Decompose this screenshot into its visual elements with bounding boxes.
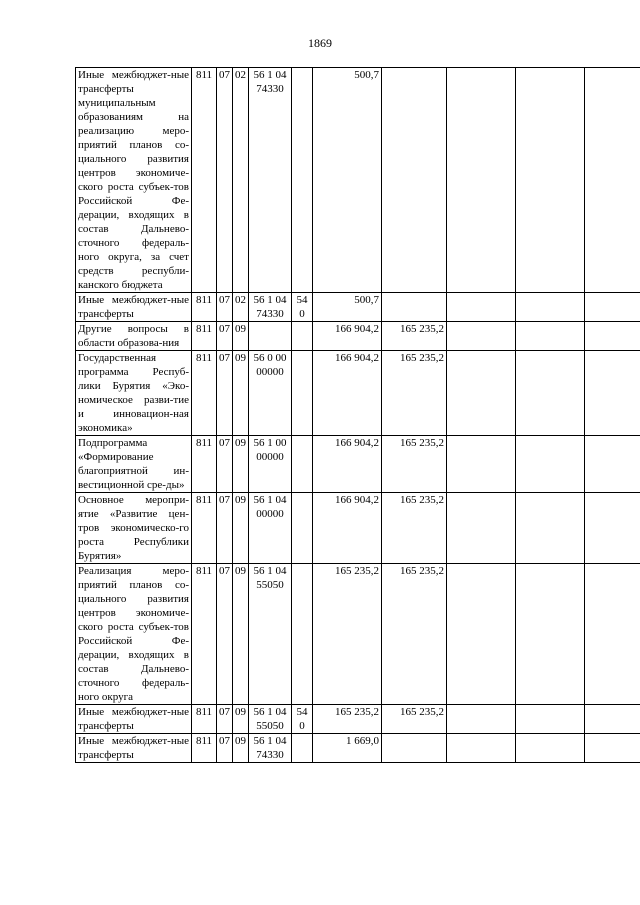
- row-name: Другие вопросы в области образова-ния: [76, 322, 192, 351]
- sum-3: [447, 564, 516, 705]
- sum-3: [447, 734, 516, 763]
- target-code: 56 1 04 74330: [249, 68, 292, 293]
- sum-5: [585, 293, 640, 322]
- section-code: 07: [217, 493, 233, 564]
- section-code: 07: [217, 351, 233, 436]
- ministry-code: 811: [192, 734, 217, 763]
- row-name: Иные межбюджет-ные трансферты муниципальным образованиям на реализацию меро-приятий планов со-циального развития центров экономиче-ского роста субъек-тов Российской Фе-дерации, входящих в состав Дальнево-сточного федераль-ного округа, за счет средств республи-канского бюджета: [76, 68, 192, 293]
- type-code: 540: [292, 293, 313, 322]
- sum-1: 166 904,2: [313, 322, 382, 351]
- sum-3: [447, 351, 516, 436]
- sum-4: [516, 68, 585, 293]
- sum-1: 1 669,0: [313, 734, 382, 763]
- subsection-code: 09: [233, 705, 249, 734]
- sum-5: [585, 351, 640, 436]
- sum-5: [585, 68, 640, 293]
- sum-3: [447, 493, 516, 564]
- sum-2: 165 235,2: [382, 351, 447, 436]
- subsection-code: 09: [233, 351, 249, 436]
- target-code: 56 1 04 55050: [249, 564, 292, 705]
- type-code: [292, 564, 313, 705]
- sum-1: 166 904,2: [313, 493, 382, 564]
- sum-3: [447, 436, 516, 493]
- target-code: 56 1 04 55050: [249, 705, 292, 734]
- type-code: [292, 734, 313, 763]
- row-name: Реализация меро-приятий планов со-циального развития центров экономиче-ского роста субъек-тов Российской Фе-дерации, входящих в состав Дальнево-сточного федераль-ного округа: [76, 564, 192, 705]
- section-code: 07: [217, 436, 233, 493]
- subsection-code: 02: [233, 68, 249, 293]
- table-row: [76, 351, 640, 436]
- sum-1: 165 235,2: [313, 705, 382, 734]
- sum-2: 165 235,2: [382, 705, 447, 734]
- ministry-code: 811: [192, 564, 217, 705]
- type-code: [292, 436, 313, 493]
- table-row: [76, 322, 640, 351]
- sum-3: [447, 322, 516, 351]
- ministry-code: 811: [192, 293, 217, 322]
- sum-4: [516, 705, 585, 734]
- table-row: [76, 293, 640, 322]
- target-code: 56 0 00 00000: [249, 351, 292, 436]
- row-name: Иные межбюджет-ные трансферты: [76, 734, 192, 763]
- page-number: 1869: [308, 36, 332, 50]
- table-row: [76, 734, 640, 763]
- target-code: [249, 322, 292, 351]
- type-code: [292, 322, 313, 351]
- subsection-code: 09: [233, 436, 249, 493]
- target-code: 56 1 04 74330: [249, 734, 292, 763]
- sum-2: 165 235,2: [382, 436, 447, 493]
- table-row: [76, 68, 640, 293]
- row-name: Основное меропри-ятие «Развитие цен-тров экономическо-го роста Республики Бурятия»: [76, 493, 192, 564]
- sum-4: [516, 436, 585, 493]
- section-code: 07: [217, 322, 233, 351]
- sum-3: [447, 293, 516, 322]
- section-code: 07: [217, 68, 233, 293]
- type-code: 540: [292, 705, 313, 734]
- sum-4: [516, 734, 585, 763]
- row-name: Подпрограмма «Формирование благоприятной ин-вестиционной сре-ды»: [76, 436, 192, 493]
- section-code: 07: [217, 705, 233, 734]
- sum-1: 165 235,2: [313, 564, 382, 705]
- ministry-code: 811: [192, 351, 217, 436]
- sum-4: [516, 293, 585, 322]
- sum-4: [516, 493, 585, 564]
- sum-4: [516, 351, 585, 436]
- sum-2: 165 235,2: [382, 322, 447, 351]
- row-name: Государственная программа Респуб-лики Бурятия «Эко-номическое разви-тие и инновацион-ная экономика»: [76, 351, 192, 436]
- ministry-code: 811: [192, 436, 217, 493]
- budget-table: [75, 67, 640, 763]
- sum-4: [516, 322, 585, 351]
- subsection-code: 09: [233, 322, 249, 351]
- ministry-code: 811: [192, 493, 217, 564]
- subsection-code: 02: [233, 293, 249, 322]
- ministry-code: 811: [192, 68, 217, 293]
- sum-4: [516, 564, 585, 705]
- sum-1: 500,7: [313, 68, 382, 293]
- sum-1: 166 904,2: [313, 436, 382, 493]
- section-code: 07: [217, 564, 233, 705]
- sum-2: [382, 68, 447, 293]
- type-code: [292, 68, 313, 293]
- sum-2: 165 235,2: [382, 564, 447, 705]
- section-code: 07: [217, 734, 233, 763]
- sum-2: [382, 293, 447, 322]
- sum-5: [585, 322, 640, 351]
- sum-5: [585, 436, 640, 493]
- ministry-code: 811: [192, 322, 217, 351]
- sum-2: [382, 734, 447, 763]
- sum-5: [585, 493, 640, 564]
- sum-5: [585, 564, 640, 705]
- target-code: 56 1 00 00000: [249, 436, 292, 493]
- sum-3: [447, 705, 516, 734]
- ministry-code: 811: [192, 705, 217, 734]
- sum-3: [447, 68, 516, 293]
- subsection-code: 09: [233, 564, 249, 705]
- table-row: [76, 564, 640, 705]
- sum-1: 500,7: [313, 293, 382, 322]
- subsection-code: 09: [233, 493, 249, 564]
- sum-1: 166 904,2: [313, 351, 382, 436]
- table-row: [76, 493, 640, 564]
- sum-2: 165 235,2: [382, 493, 447, 564]
- row-name: Иные межбюджет-ные трансферты: [76, 293, 192, 322]
- table-row: [76, 436, 640, 493]
- row-name: Иные межбюджет-ные трансферты: [76, 705, 192, 734]
- target-code: 56 1 04 74330: [249, 293, 292, 322]
- target-code: 56 1 04 00000: [249, 493, 292, 564]
- subsection-code: 09: [233, 734, 249, 763]
- sum-5: [585, 705, 640, 734]
- type-code: [292, 351, 313, 436]
- sum-5: [585, 734, 640, 763]
- type-code: [292, 493, 313, 564]
- table-row: [76, 705, 640, 734]
- section-code: 07: [217, 293, 233, 322]
